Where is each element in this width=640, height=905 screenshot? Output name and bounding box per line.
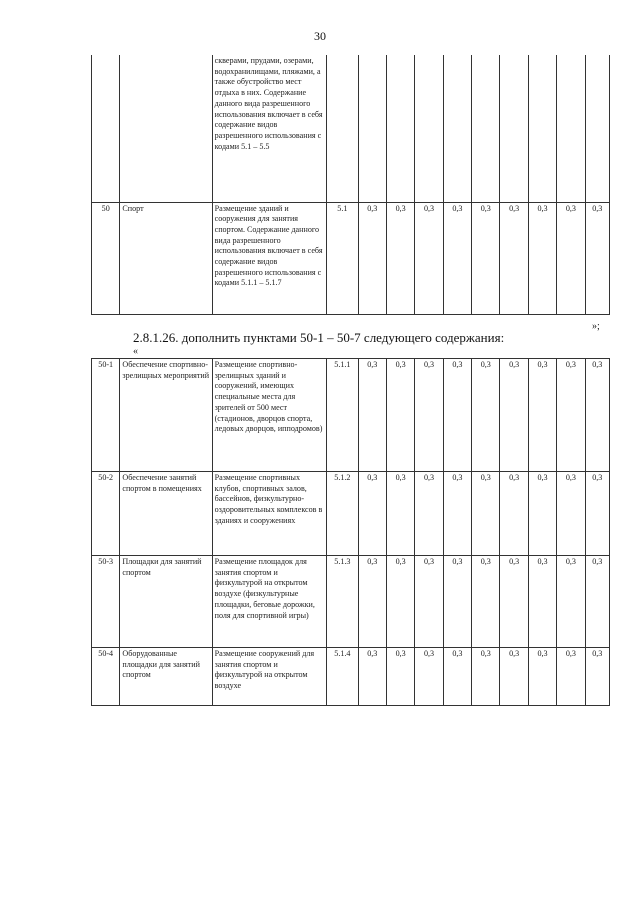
value-cell: [415, 55, 443, 202]
value-cell: 0,3: [415, 648, 443, 706]
value-cell: 0,3: [415, 556, 443, 648]
value-cell: 0,3: [443, 556, 471, 648]
row-name: Площадки для занятий спортом: [120, 556, 212, 648]
value-cell: 0,3: [386, 202, 414, 314]
value-cell: 0,3: [443, 202, 471, 314]
value-cell: 0,3: [472, 359, 500, 472]
value-cell: 0,3: [443, 648, 471, 706]
value-cell: 0,3: [443, 472, 471, 556]
table-row: [92, 556, 610, 648]
row-name: [120, 55, 212, 202]
value-cell: 0,3: [358, 648, 386, 706]
value-cell: 0,3: [500, 648, 528, 706]
row-description: Размещение зданий и сооружения для занятия спортом. Содержание данного вида разрешенного использования включает в себя содержание видов разрешенного использования с кодами 5.1.1 – 5.1.7: [212, 202, 327, 314]
value-cell: 0,3: [358, 359, 386, 472]
value-cell: 0,3: [557, 648, 585, 706]
table-row: [92, 55, 610, 202]
opening-quote: «: [133, 346, 138, 357]
value-cell: 0,3: [472, 202, 500, 314]
value-cell: 0,3: [500, 556, 528, 648]
value-cell: [358, 55, 386, 202]
row-number: 50-1: [92, 359, 120, 472]
row-number: 50: [92, 202, 120, 314]
row-name: Обеспечение занятий спортом в помещениях: [120, 472, 212, 556]
value-cell: 0,3: [585, 556, 609, 648]
table-row: [92, 202, 610, 314]
value-cell: 0,3: [528, 359, 556, 472]
row-code: 5.1: [327, 202, 358, 314]
value-cell: [500, 55, 528, 202]
value-cell: 0,3: [585, 648, 609, 706]
row-code: 5.1.2: [327, 472, 358, 556]
value-cell: [386, 55, 414, 202]
value-cell: [443, 55, 471, 202]
value-cell: 0,3: [500, 359, 528, 472]
row-code: 5.1.4: [327, 648, 358, 706]
value-cell: [557, 55, 585, 202]
value-cell: 0,3: [528, 472, 556, 556]
value-cell: 0,3: [585, 359, 609, 472]
row-code: 5.1.1: [327, 359, 358, 472]
row-code: [327, 55, 358, 202]
table-row: [92, 359, 610, 472]
value-cell: 0,3: [472, 472, 500, 556]
row-name: Обеспечение спортивно-зрелищных мероприятий: [120, 359, 212, 472]
value-cell: [528, 55, 556, 202]
value-cell: 0,3: [500, 472, 528, 556]
value-cell: 0,3: [358, 472, 386, 556]
value-cell: 0,3: [415, 359, 443, 472]
value-cell: 0,3: [500, 202, 528, 314]
row-number: [92, 55, 120, 202]
row-description: Размещение сооружений для занятия спортом и физкультурой на открытом воздухе: [212, 648, 327, 706]
value-cell: 0,3: [358, 556, 386, 648]
continued-table: [91, 55, 610, 315]
value-cell: 0,3: [585, 472, 609, 556]
value-cell: 0,3: [585, 202, 609, 314]
row-number: 50-3: [92, 556, 120, 648]
closing-quote: »;: [592, 321, 600, 332]
row-description: Размещение спортивных клубов, спортивных залов, бассейнов, физкультурно-оздоровительных комплексов в зданиях и сооружениях: [212, 472, 327, 556]
value-cell: 0,3: [415, 202, 443, 314]
value-cell: 0,3: [557, 472, 585, 556]
row-number: 50-4: [92, 648, 120, 706]
value-cell: 0,3: [557, 359, 585, 472]
value-cell: 0,3: [386, 472, 414, 556]
row-name: Спорт: [120, 202, 212, 314]
value-cell: [585, 55, 609, 202]
table-row: [92, 472, 610, 556]
value-cell: 0,3: [528, 648, 556, 706]
value-cell: 0,3: [528, 202, 556, 314]
page-number: 30: [314, 29, 326, 43]
amendment-instruction: 2.8.1.26. дополнить пунктами 50-1 – 50-7 следующего содержания:: [133, 330, 505, 345]
value-cell: 0,3: [557, 556, 585, 648]
row-description: Размещение спортивно-зрелищных зданий и сооружений, имеющих специальные места для зрителей от 500 мест (стадионов, дворцов спорта, ледовых дворцов, ипподромов): [212, 359, 327, 472]
value-cell: 0,3: [386, 648, 414, 706]
value-cell: 0,3: [472, 648, 500, 706]
value-cell: [472, 55, 500, 202]
value-cell: 0,3: [472, 556, 500, 648]
row-number: 50-2: [92, 472, 120, 556]
row-name: Оборудованные площадки для занятий спортом: [120, 648, 212, 706]
row-code: 5.1.3: [327, 556, 358, 648]
value-cell: 0,3: [386, 556, 414, 648]
value-cell: 0,3: [415, 472, 443, 556]
row-description: Размещение площадок для занятия спортом и физкультурой на открытом воздухе (физкультурные площадки, беговые дорожки, поля для спортивной игры): [212, 556, 327, 648]
value-cell: 0,3: [557, 202, 585, 314]
value-cell: 0,3: [386, 359, 414, 472]
value-cell: 0,3: [443, 359, 471, 472]
row-description: скверами, прудами, озерами, водохранилищами, пляжами, а также обустройство мест отдыха в них. Содержание данного вида разрешенного использования включает в себя содержание видов разрешенного использования с кодами 5.1 – 5.5: [212, 55, 327, 202]
value-cell: 0,3: [358, 202, 386, 314]
value-cell: 0,3: [528, 556, 556, 648]
new-items-table: [91, 358, 610, 706]
table-row: [92, 648, 610, 706]
